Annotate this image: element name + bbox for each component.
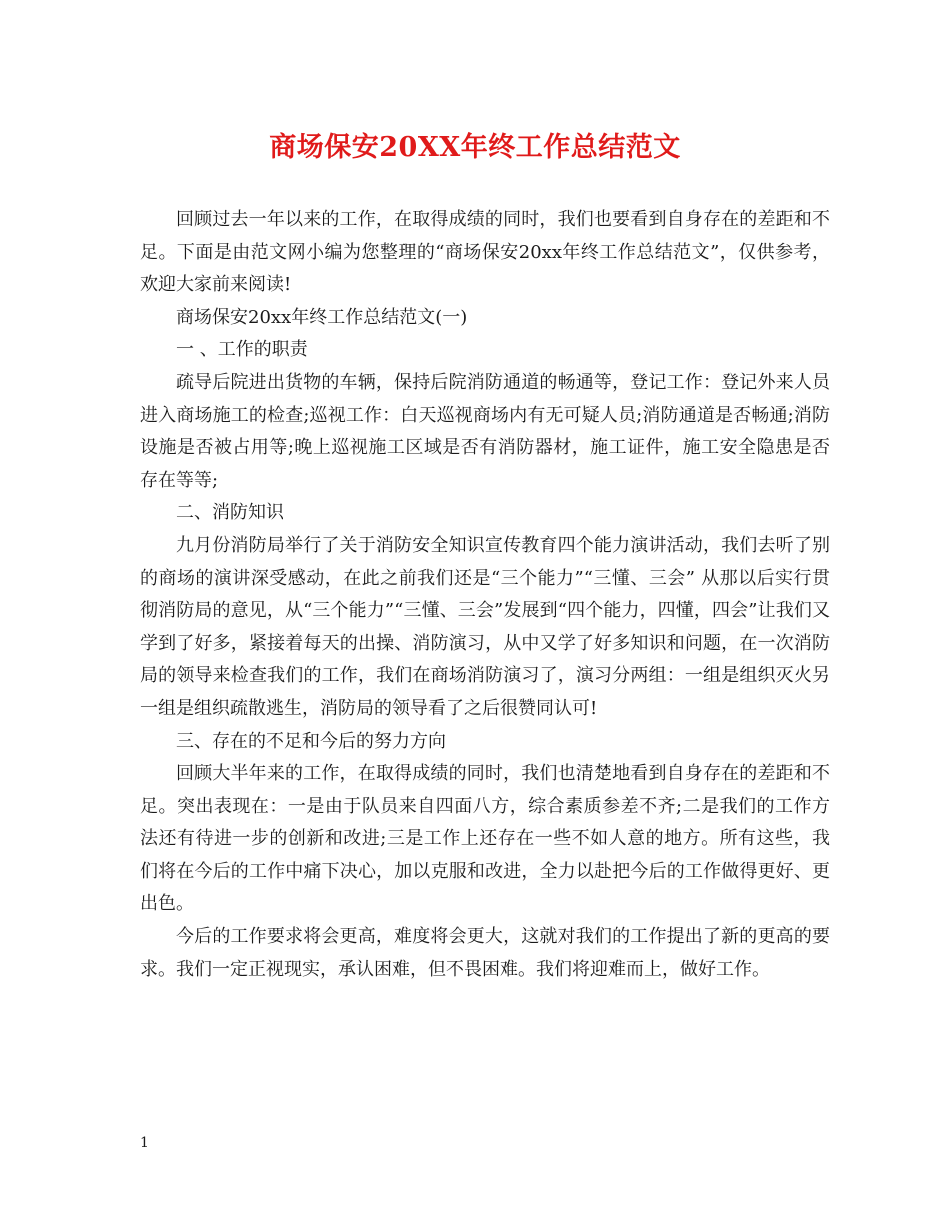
page-number: 1	[140, 1135, 149, 1151]
subsection-heading: 一 、工作的职责	[176, 339, 308, 361]
subsection-heading: 二、消防知识	[176, 502, 284, 524]
section-heading: 商场保安20xx年终工作总结范文(一)	[176, 306, 468, 328]
document-body	[140, 204, 830, 986]
body-paragraph: 九月份消防局举行了关于消防安全知识宣传教育四个能力演讲活动，我们去听了别的商场的演讲深受感动，在此之前我们还是“三个能力”“三懂、三会” 从那以后实行贯彻消防局的意见，从“三个能力”“三懂、三会”发展到“四个能力，四懂，四会”让我们又学到了好多，紧接着每天的出操、消防演习，从中又学了好多知识和问题，在一次消防局的领导来检查我们的工作，我们在商场消防演习了，演习分两组：一组是组织灭火另一组是组织疏散逃生，消防局的领导看了之后很赞同认可!	[140, 534, 830, 719]
intro-paragraph: 回顾过去一年以来的工作，在取得成绩的同时，我们也要看到自身存在的差距和不足。下面是由范文网小编为您整理的“商场保安20xx年终工作总结范文”，仅供参考，欢迎大家前来阅读!	[140, 209, 830, 296]
document-title: 商场保安20XX年终工作总结范文	[269, 132, 681, 163]
body-paragraph: 今后的工作要求将会更高，难度将会更大，这就对我们的工作提出了新的更高的要求。我们一定正视现实，承认困难，但不畏困难。我们将迎难而上，做好工作。	[140, 926, 830, 980]
subsection-heading: 三、存在的不足和今后的努力方向	[176, 730, 446, 752]
body-paragraph: 回顾大半年来的工作，在取得成绩的同时，我们也清楚地看到自身存在的差距和不足。突出表现在：一是由于队员来自四面八方，综合素质参差不齐;二是我们的工作方法还有待进一步的创新和改进;三是工作上还存在一些不如人意的地方。所有这些，我们将在今后的工作中痛下决心，加以克服和改进，全力以赴把今后的工作做得更好、更出色。	[140, 763, 830, 915]
body-paragraph: 疏导后院进出货物的车辆，保持后院消防通道的畅通等，登记工作：登记外来人员进入商场施工的检查;巡视工作：白天巡视商场内有无可疑人员;消防通道是否畅通;消防设施是否被占用等;晚上巡视施工区域是否有消防器材，施工证件，施工安全隐患是否存在等等;	[140, 371, 830, 491]
